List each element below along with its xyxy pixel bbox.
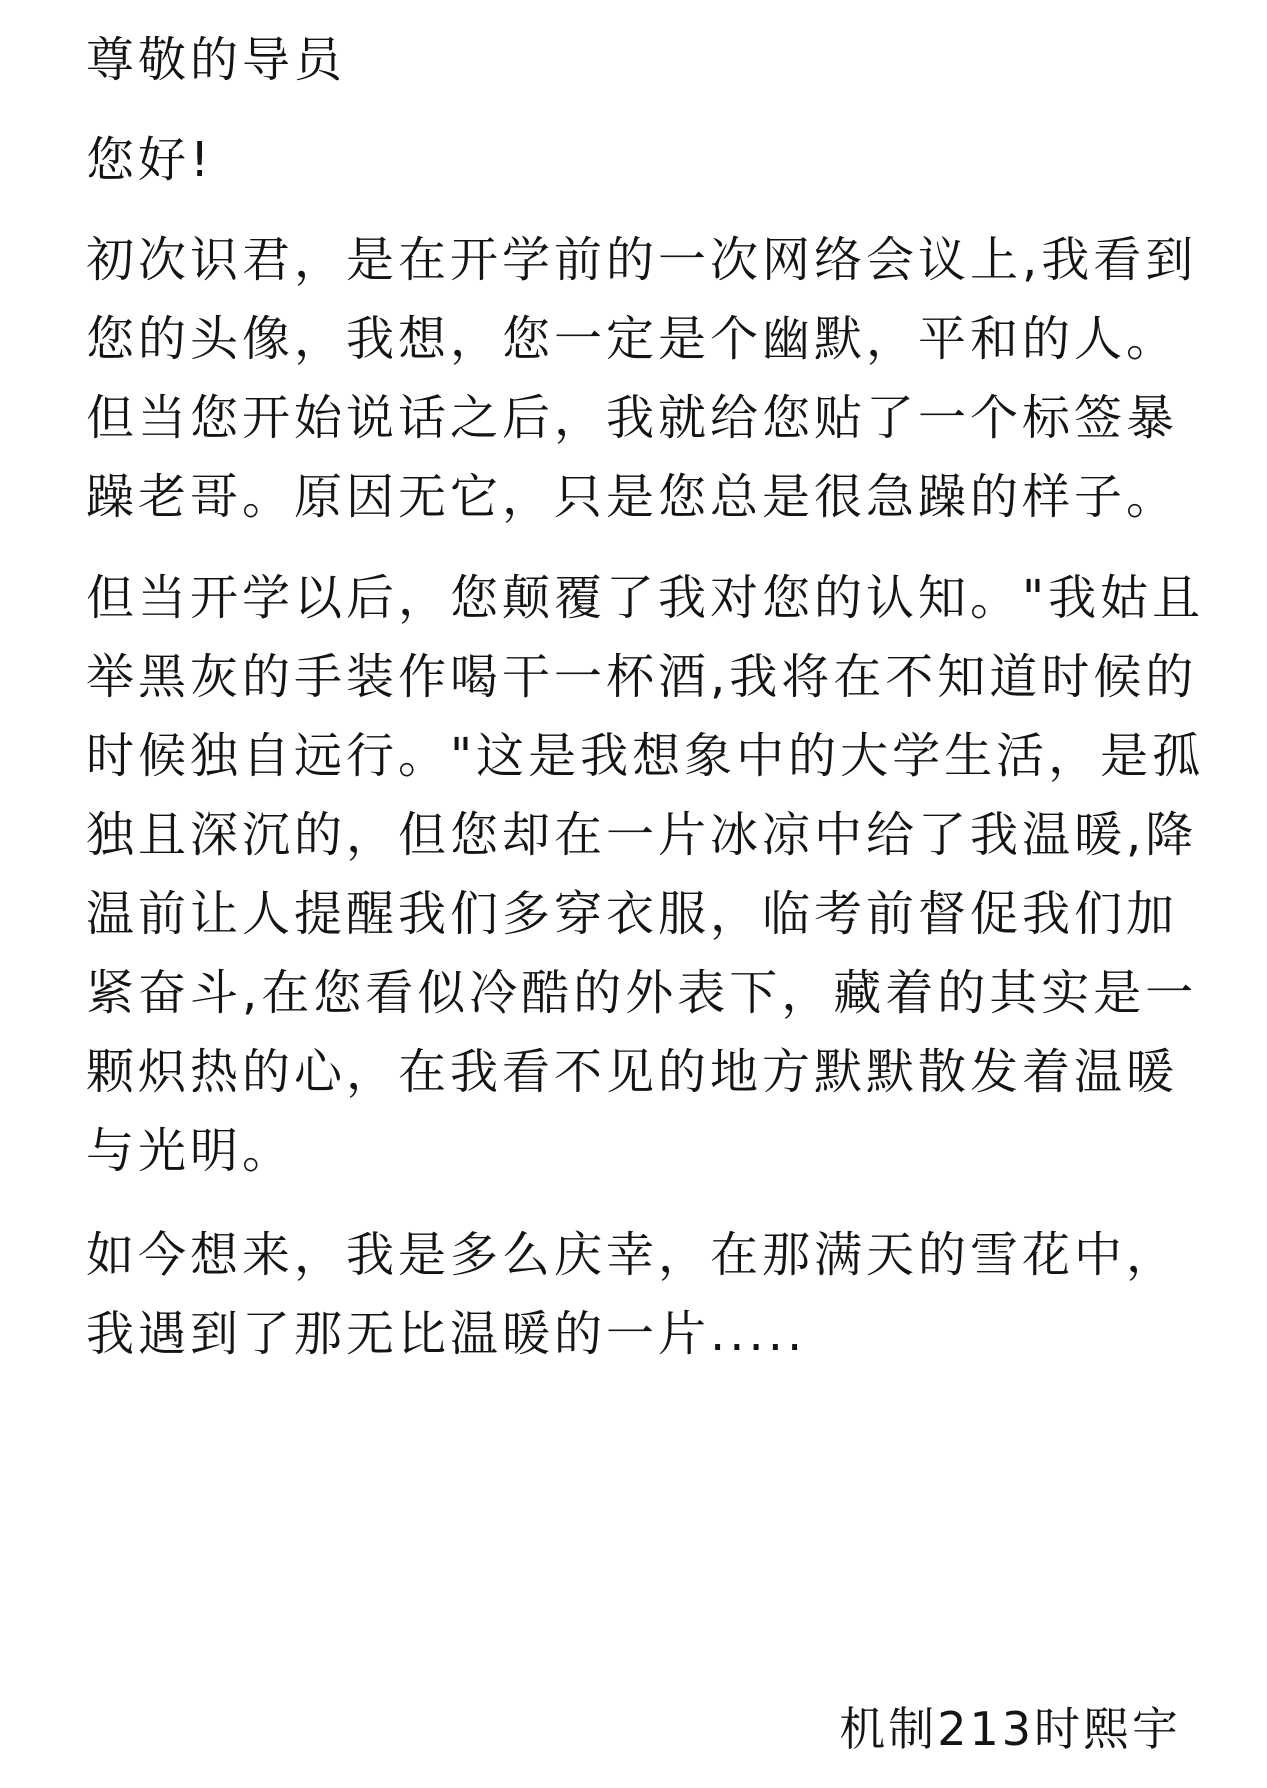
text-line: 但当您开始说话之后，我就给您贴了一个标签暴 [86, 390, 1179, 446]
text-line: 与光明。 [86, 1123, 295, 1179]
text-line: 举黑灰的手装作喝干一杯酒,我将在不知道时候的 [86, 649, 1198, 705]
text-line: 紧奋斗,在您看似冷酷的外表下，藏着的其实是一 [86, 965, 1198, 1021]
text-line: 初次识君，是在开学前的一次网络会议上,我看到 [86, 232, 1198, 288]
text-line: 温前让人提醒我们多穿衣服，临考前督促我们加 [86, 886, 1179, 942]
text-line: 时候独自远行。"这是我想象中的大学生活，是孤 [86, 728, 1205, 784]
text-line: 躁老哥。原因无它，只是您总是很急躁的样子。 [86, 469, 1179, 525]
salutation: 尊敬的导员 [86, 32, 347, 88]
text-line: 但当开学以后，您颠覆了我对您的认知。"我姑且 [86, 570, 1205, 626]
greeting: 您好! [86, 132, 214, 188]
text-line: 独且深沉的，但您却在一片冰凉中给了我温暖,降 [86, 807, 1198, 863]
text-line: 我遇到了那无比温暖的一片..... [86, 1306, 807, 1362]
text-line: 您的头像，我想，您一定是个幽默，平和的人。 [86, 311, 1179, 367]
signature: 机制213时熙宇 [839, 1702, 1181, 1756]
text-line: 如今想来，我是多么庆幸，在那满天的雪花中， [86, 1227, 1179, 1283]
text-line: 颗炽热的心，在我看不见的地方默默散发着温暖 [86, 1044, 1179, 1100]
